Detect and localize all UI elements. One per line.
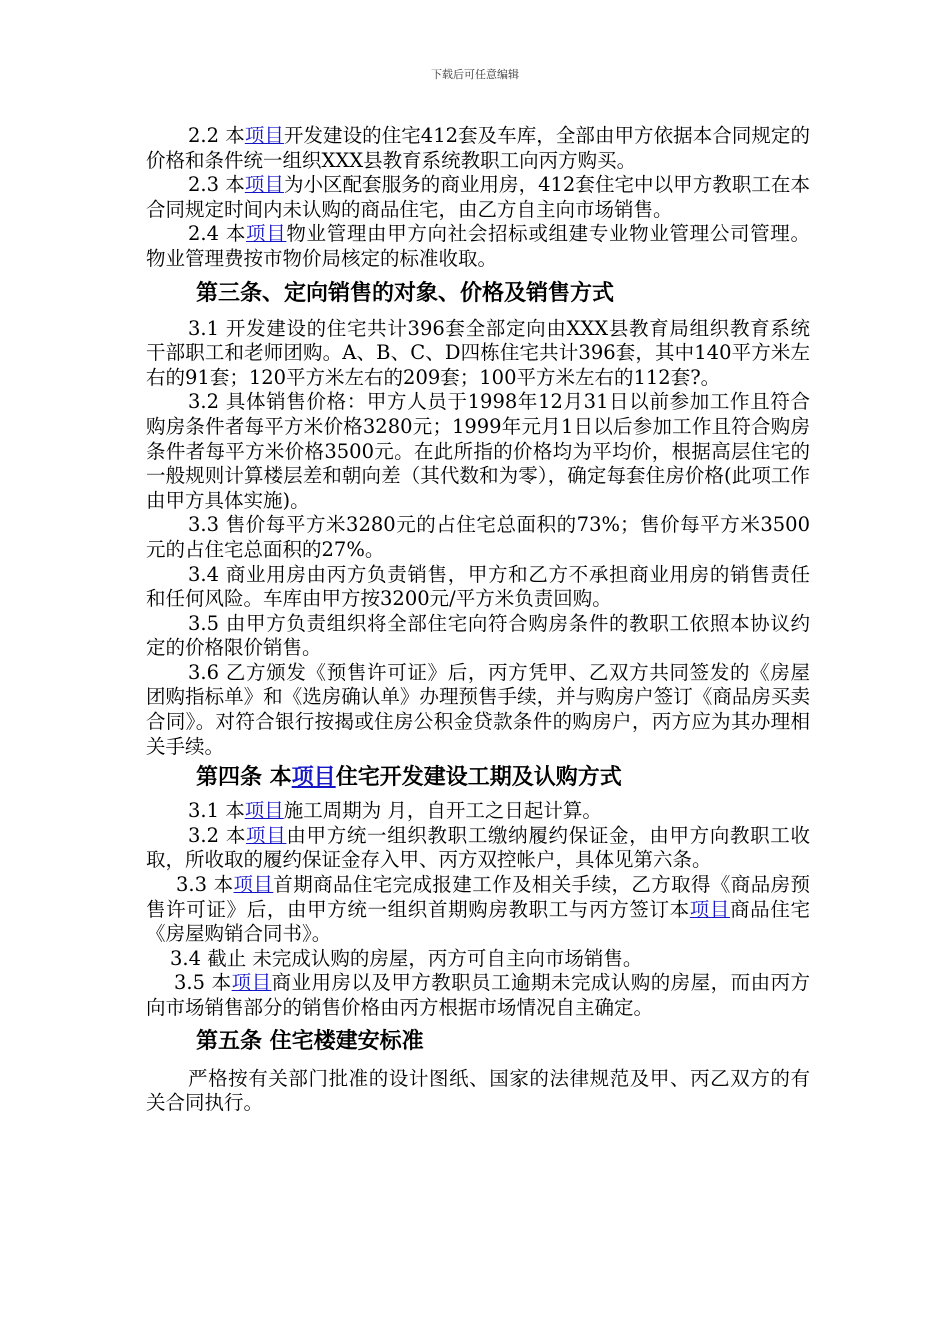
clause-text: 物业管理由甲方向社会招标或组建专业物业管理公司管理。物业管理费按市物价局核定的标准收取。	[146, 222, 810, 270]
paragraph-3-5: 3.5 由甲方负责组织将全部住宅向符合购房条件的教职工依照本协议约定的价格限价销售。	[146, 611, 810, 660]
clause-number: 3.3 本	[176, 873, 234, 897]
clause-text: 商业用房以及甲方教职员工逾期未完成认购的房屋，而由丙方向市场销售部分的销售价格由丙方根据市场情况自主确定。	[146, 971, 810, 1019]
paragraph-3-1: 3.1 开发建设的住宅共计396套全部定向由XXX县教育局组织教育系统干部职工和老师团购。A、B、C、D四栋住宅共计396套，其中140平方米左右的91套；120平方米左右的209套；100平方米左右的112套?。	[146, 316, 810, 389]
page-header: 下载后可任意编辑	[431, 68, 519, 81]
project-link[interactable]: 项目	[689, 897, 731, 921]
project-link[interactable]: 项目	[244, 173, 284, 197]
paragraph-2-2	[146, 124, 810, 173]
heading-text: 住宅开发建设工期及认购方式	[335, 765, 622, 791]
paragraph-4-1	[146, 799, 810, 824]
heading-text: 第四条 本	[196, 765, 292, 791]
paragraph-4-4: 3.4 截止 未完成认购的房屋，丙方可自主向市场销售。	[170, 946, 643, 970]
project-link[interactable]: 项目	[246, 823, 287, 847]
paragraph-4-5	[146, 971, 810, 1020]
article-4-heading	[146, 763, 810, 793]
paragraph-3-2: 3.2 具体销售价格：甲方人员于1998年12月31日以前参加工作且符合购房条件者每平方米价格3280元；1999年元月1日以后参加工作且符合购房条件者每平方米价格3500元。在此所指的价格均为平均价，根据高层住宅的一般规则计算楼层差和朝向差（其代数和为零），确定每套住房价格(此项工作由甲方具体实施)。	[146, 390, 810, 512]
project-link[interactable]: 项目	[244, 799, 284, 823]
document-body	[146, 124, 810, 1116]
clause-number: 2.2 本	[188, 124, 245, 147]
paragraph-2-4	[146, 222, 810, 271]
paragraph-5: 严格按有关部门批准的设计图纸、国家的法律规范及甲、丙乙双方的有关合同执行。	[146, 1066, 810, 1115]
clause-text: 为小区配套服务的商业用房，412套住宅中以甲方教职工在本合同规定时间内未认购的商品住宅，由乙方自主向市场销售。	[146, 173, 810, 221]
clause-text: 开发建设的住宅412套及车库，全部由甲方依据本合同规定的价格和条件统一组织XXX县教育系统教职工向丙方购买。	[146, 124, 810, 172]
project-link[interactable]: 项目	[291, 765, 336, 791]
paragraph-3-4: 3.4 商业用房由丙方负责销售，甲方和乙方不承担商业用房的销售责任和任何风险。车库由甲方按3200元/平方米负责回购。	[146, 562, 810, 611]
clause-number: 3.5 本	[174, 971, 232, 995]
paragraph-4-2	[146, 824, 810, 873]
clause-number: 3.2 本	[188, 823, 247, 847]
paragraph-3-6: 3.6 乙方颁发《预售许可证》后，丙方凭甲、乙双方共同签发的《房屋团购指标单》和《选房确认单》办理预售手续，并与购房户签订《商品房买卖合同》。对符合银行按揭或住房公积金贷款条件的购房户，丙方应为其办理相关手续。	[146, 660, 810, 758]
article-3-heading: 第三条、定向销售的对象、价格及销售方式	[196, 280, 615, 306]
clause-text: 由甲方统一组织教职工缴纳履约保证金，由甲方向教职工收取，所收取的履约保证金存入甲、丙方双控帐户，具体见第六条。	[146, 823, 810, 872]
clause-text: 施工周期为 月，自开工之日起计算。	[283, 799, 602, 823]
project-link[interactable]: 项目	[244, 124, 284, 147]
project-link[interactable]: 项目	[246, 222, 287, 246]
clause-text: 商品住宅《房屋购销合同书》。	[146, 897, 810, 946]
paragraph-3-3: 3.3 售价每平方米3280元的占住宅总面积的73%；售价每平方米3500元的占住宅总面积的27%。	[146, 513, 810, 561]
clause-number: 3.1 本	[188, 799, 245, 823]
paragraph-2-3	[146, 173, 810, 222]
paragraph-4-3	[146, 873, 810, 947]
project-link[interactable]: 项目	[231, 971, 272, 995]
clause-number: 2.3 本	[188, 173, 245, 197]
article-5-heading: 第五条 住宅楼建安标准	[196, 1028, 424, 1054]
project-link[interactable]: 项目	[233, 873, 274, 897]
clause-number: 2.4 本	[188, 222, 247, 246]
clause-text: 首期商品住宅完成报建工作及相关手续，乙方取得《商品房预售许可证》后，由甲方统一组织首期购房教职工与丙方签订本	[146, 873, 810, 921]
